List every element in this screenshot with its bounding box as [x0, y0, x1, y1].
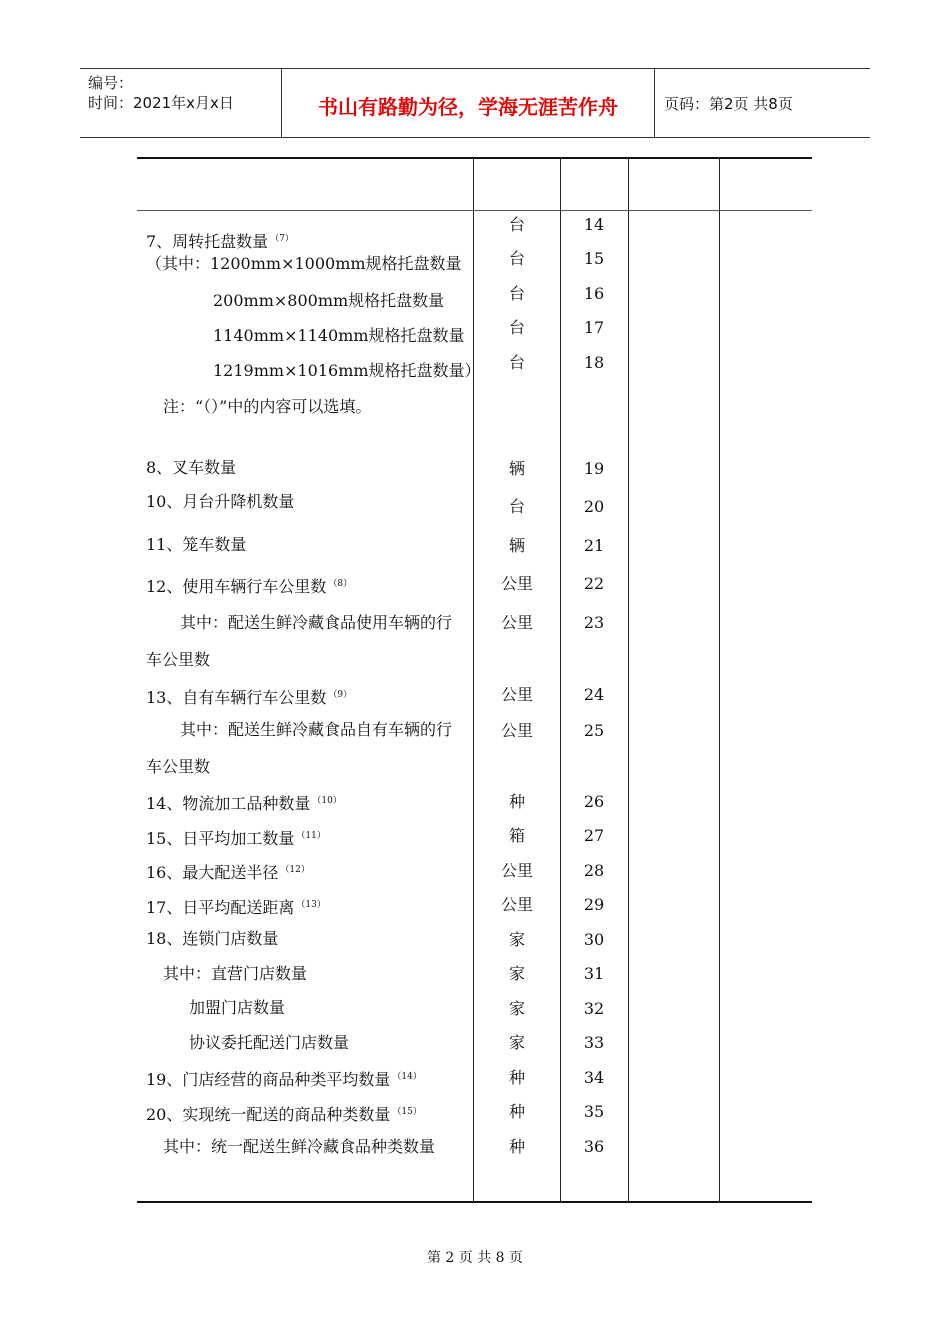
- row-label: 12、使用车辆行车公里数 $^{(8)}$: [146, 577, 353, 596]
- footnote-marker: （9）: [328, 690, 353, 700]
- row-unit: 家: [508, 1033, 525, 1052]
- row-unit: 台: [508, 249, 525, 268]
- row-label: 18、连锁门店数量: [146, 929, 279, 948]
- row-code: 29: [583, 895, 605, 914]
- row-label: 7、周转托盘数量 $^{(7)}$: [146, 232, 294, 251]
- row-unit: 台: [508, 318, 525, 337]
- row-label: 加盟门店数量: [189, 998, 286, 1017]
- row-code: 28: [583, 861, 605, 880]
- row-code: 20: [583, 497, 605, 516]
- row-label: 协议委托配送门店数量: [189, 1033, 350, 1052]
- row-code: 23: [583, 613, 605, 632]
- row-code: 27: [583, 826, 605, 845]
- number-label: 编号：: [88, 74, 134, 92]
- row-unit: 种: [508, 1137, 525, 1156]
- row-unit: 公里: [500, 613, 533, 632]
- header-meta: [88, 73, 234, 113]
- row-label: 8、叉车数量: [146, 458, 237, 477]
- document-header: [80, 68, 870, 138]
- row-label: 15、日平均加工数量 $^{(11)}$: [146, 829, 326, 848]
- row-label: 其中：配送生鲜冷藏食品使用车辆的行: [180, 613, 453, 632]
- row-unit: 公里: [500, 574, 533, 593]
- row-label: 10、月台升降机数量: [146, 492, 295, 511]
- row-unit: 公里: [500, 721, 533, 740]
- row-code: 16: [583, 284, 605, 303]
- row-unit: 公里: [500, 861, 533, 880]
- row-unit: 公里: [500, 685, 533, 704]
- row-code: 34: [583, 1068, 605, 1087]
- row-label: 1140mm×1140mm规格托盘数量: [213, 326, 465, 345]
- row-label: 17、日平均配送距离 $^{(13)}$: [146, 898, 326, 917]
- row-unit: 家: [508, 964, 525, 983]
- row-label: 200mm×800mm规格托盘数量: [213, 291, 445, 310]
- row-unit: 种: [508, 1068, 525, 1087]
- row-unit: 种: [508, 1102, 525, 1121]
- row-code: 26: [583, 792, 605, 811]
- footnote-marker: （10）: [312, 796, 342, 806]
- row-label: 其中：配送生鲜冷藏食品自有车辆的行: [180, 720, 453, 739]
- row-label: 19、门店经营的商品种类平均数量 $^{(14)}$: [146, 1070, 422, 1089]
- row-code: 32: [583, 999, 605, 1018]
- row-unit: 台: [508, 284, 525, 303]
- column-divider: [719, 159, 720, 1201]
- footnote-marker: （11）: [296, 831, 326, 841]
- row-code: 25: [583, 721, 605, 740]
- row-code: 36: [583, 1137, 605, 1156]
- table-header-separator: [137, 210, 812, 211]
- column-divider: [628, 159, 629, 1201]
- row-label: 13、自有车辆行车公里数 $^{(9)}$: [146, 688, 353, 707]
- footnote-marker: （13）: [296, 900, 326, 910]
- table-bottom-border: [137, 1201, 812, 1203]
- page-info: 页码：第2页 共8页: [664, 95, 793, 113]
- row-code: 35: [583, 1102, 605, 1121]
- row-unit: 台: [508, 215, 525, 234]
- row-label-continued: 车公里数: [146, 757, 211, 776]
- row-unit: 辆: [508, 536, 525, 555]
- row-unit: 家: [508, 930, 525, 949]
- row-code: 17: [583, 318, 605, 337]
- footnote-marker: （12）: [280, 865, 310, 875]
- page-footer: 第 2 页 共 8 页: [426, 1250, 524, 1266]
- header-divider: [654, 69, 655, 137]
- row-label: 其中：直营门店数量: [163, 964, 308, 983]
- row-code: 31: [583, 964, 605, 983]
- row-code: 18: [583, 353, 605, 372]
- row-label-continued: 车公里数: [146, 650, 211, 669]
- table-top-border: [137, 157, 812, 159]
- time-label: 时间：2021年x月x日: [88, 94, 234, 112]
- row-code: 15: [583, 249, 605, 268]
- row-unit: 台: [508, 353, 525, 372]
- row-label: 其中：统一配送生鲜冷藏食品种类数量: [163, 1137, 436, 1156]
- header-motto: 书山有路勤为径，学海无涯苦作舟: [318, 95, 618, 119]
- row-unit: 家: [508, 999, 525, 1018]
- row-code: 19: [583, 459, 605, 478]
- note-text: 注：“（）”中的内容可以选填。: [163, 397, 372, 416]
- row-code: 14: [583, 215, 605, 234]
- row-label: 20、实现统一配送的商品种类数量 $^{(15)}$: [146, 1105, 422, 1124]
- row-unit: 辆: [508, 459, 525, 478]
- footnote-marker: （15）: [392, 1107, 422, 1117]
- footnote-marker: （14）: [392, 1072, 422, 1082]
- row-label: 11、笼车数量: [146, 535, 247, 554]
- row-label: （其中：1200mm×1000mm规格托盘数量: [146, 254, 462, 273]
- footnote-marker: （7）: [270, 234, 294, 244]
- row-code: 30: [583, 930, 605, 949]
- row-unit: 台: [508, 497, 525, 516]
- row-code: 21: [583, 536, 605, 555]
- row-unit: 箱: [508, 826, 525, 845]
- row-unit: 公里: [500, 895, 533, 914]
- row-label: 16、最大配送半径 $^{(12)}$: [146, 863, 310, 882]
- row-code: 33: [583, 1033, 605, 1052]
- row-code: 24: [583, 685, 605, 704]
- row-unit: 种: [508, 792, 525, 811]
- footnote-marker: （8）: [328, 579, 353, 589]
- row-code: 22: [583, 574, 605, 593]
- row-label: 1219mm×1016mm规格托盘数量）: [213, 361, 481, 380]
- row-label: 14、物流加工品种数量 $^{(10)}$: [146, 794, 342, 813]
